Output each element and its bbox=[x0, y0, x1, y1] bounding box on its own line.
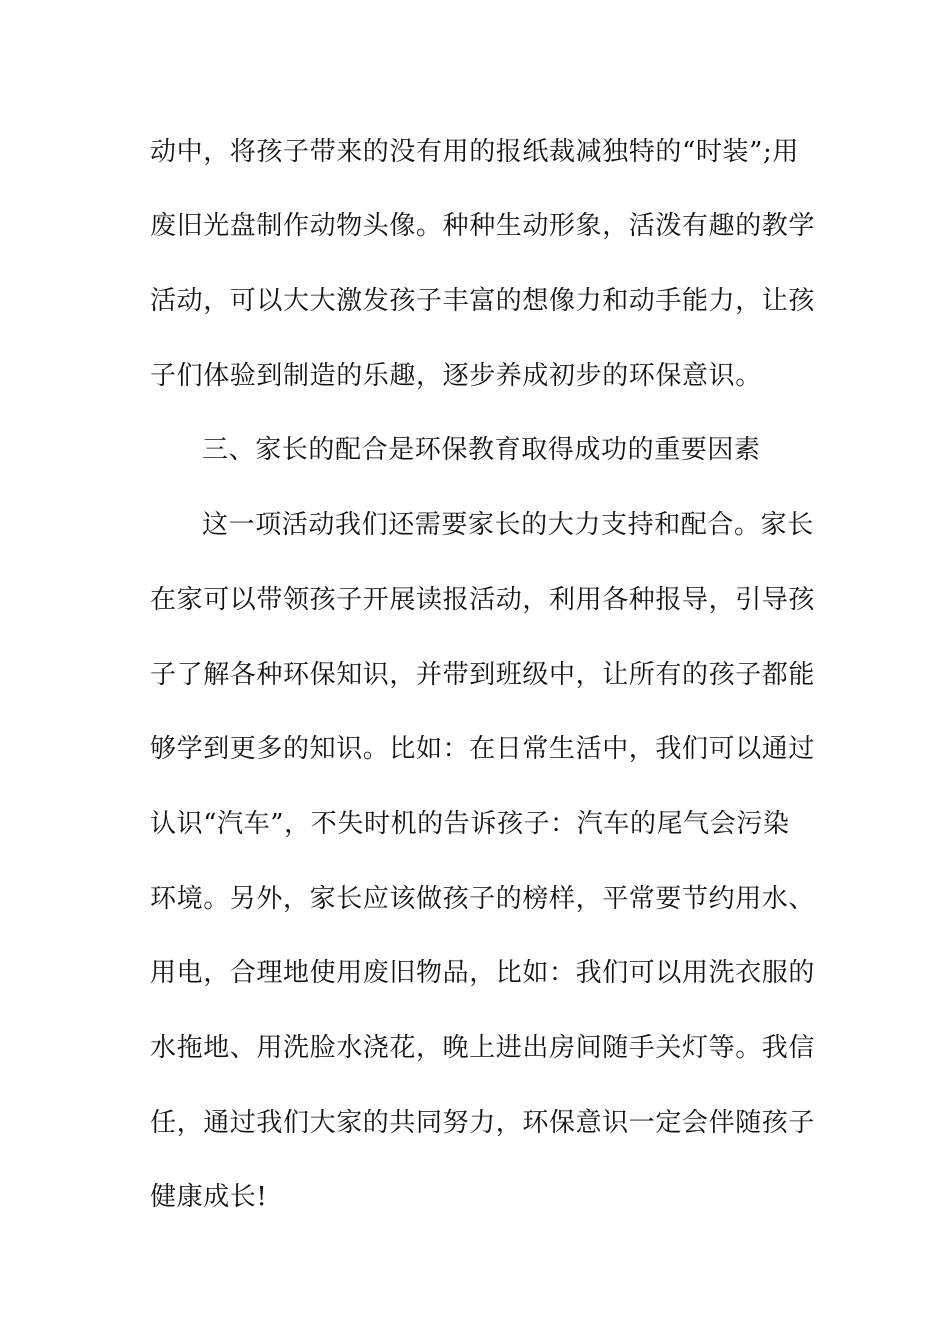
paragraph-line: 水拖地、用洗脸水浇花，晚上进出房间随手关灯等。我信 bbox=[150, 1033, 816, 1063]
paragraph-line: 动中，将孩子带来的没有用的报纸裁减独特的“时装”;用 bbox=[150, 137, 799, 167]
paragraph-line: 够学到更多的知识。比如：在日常生活中，我们可以通过 bbox=[150, 734, 816, 764]
paragraph-line: 废旧光盘制作动物头像。种种生动形象，活泼有趣的教学 bbox=[150, 211, 816, 241]
paragraph-line: 任，通过我们大家的共同努力，环保意识一定会伴随孩子 bbox=[150, 1108, 816, 1138]
paragraph-line: 环境。另外，家长应该做孩子的榜样，平常要节约用水、 bbox=[150, 884, 816, 914]
paragraph-line: 认识“汽车”，不失时机的告诉孩子：汽车的尾气会污染 bbox=[150, 809, 790, 839]
paragraph-line: 子们体验到制造的乐趣，逐步养成初步的环保意识。 bbox=[150, 361, 762, 391]
paragraph-line: 子了解各种环保知识，并带到班级中，让所有的孩子都能 bbox=[150, 660, 816, 690]
paragraph-line: 这一项活动我们还需要家长的大力支持和配合。家长 bbox=[202, 510, 814, 540]
paragraph-line: 在家可以带领孩子开展读报活动，利用各种报导，引导孩 bbox=[150, 585, 816, 615]
paragraph-line: 健康成长! bbox=[150, 1182, 268, 1212]
paragraph-line: 活动，可以大大激发孩子丰富的想像力和动手能力，让孩 bbox=[150, 286, 816, 316]
section-heading: 三、家长的配合是环保教育取得成功的重要因素 bbox=[202, 435, 761, 465]
paragraph-line: 用电，合理地使用废旧物品，比如：我们可以用洗衣服的 bbox=[150, 958, 816, 988]
